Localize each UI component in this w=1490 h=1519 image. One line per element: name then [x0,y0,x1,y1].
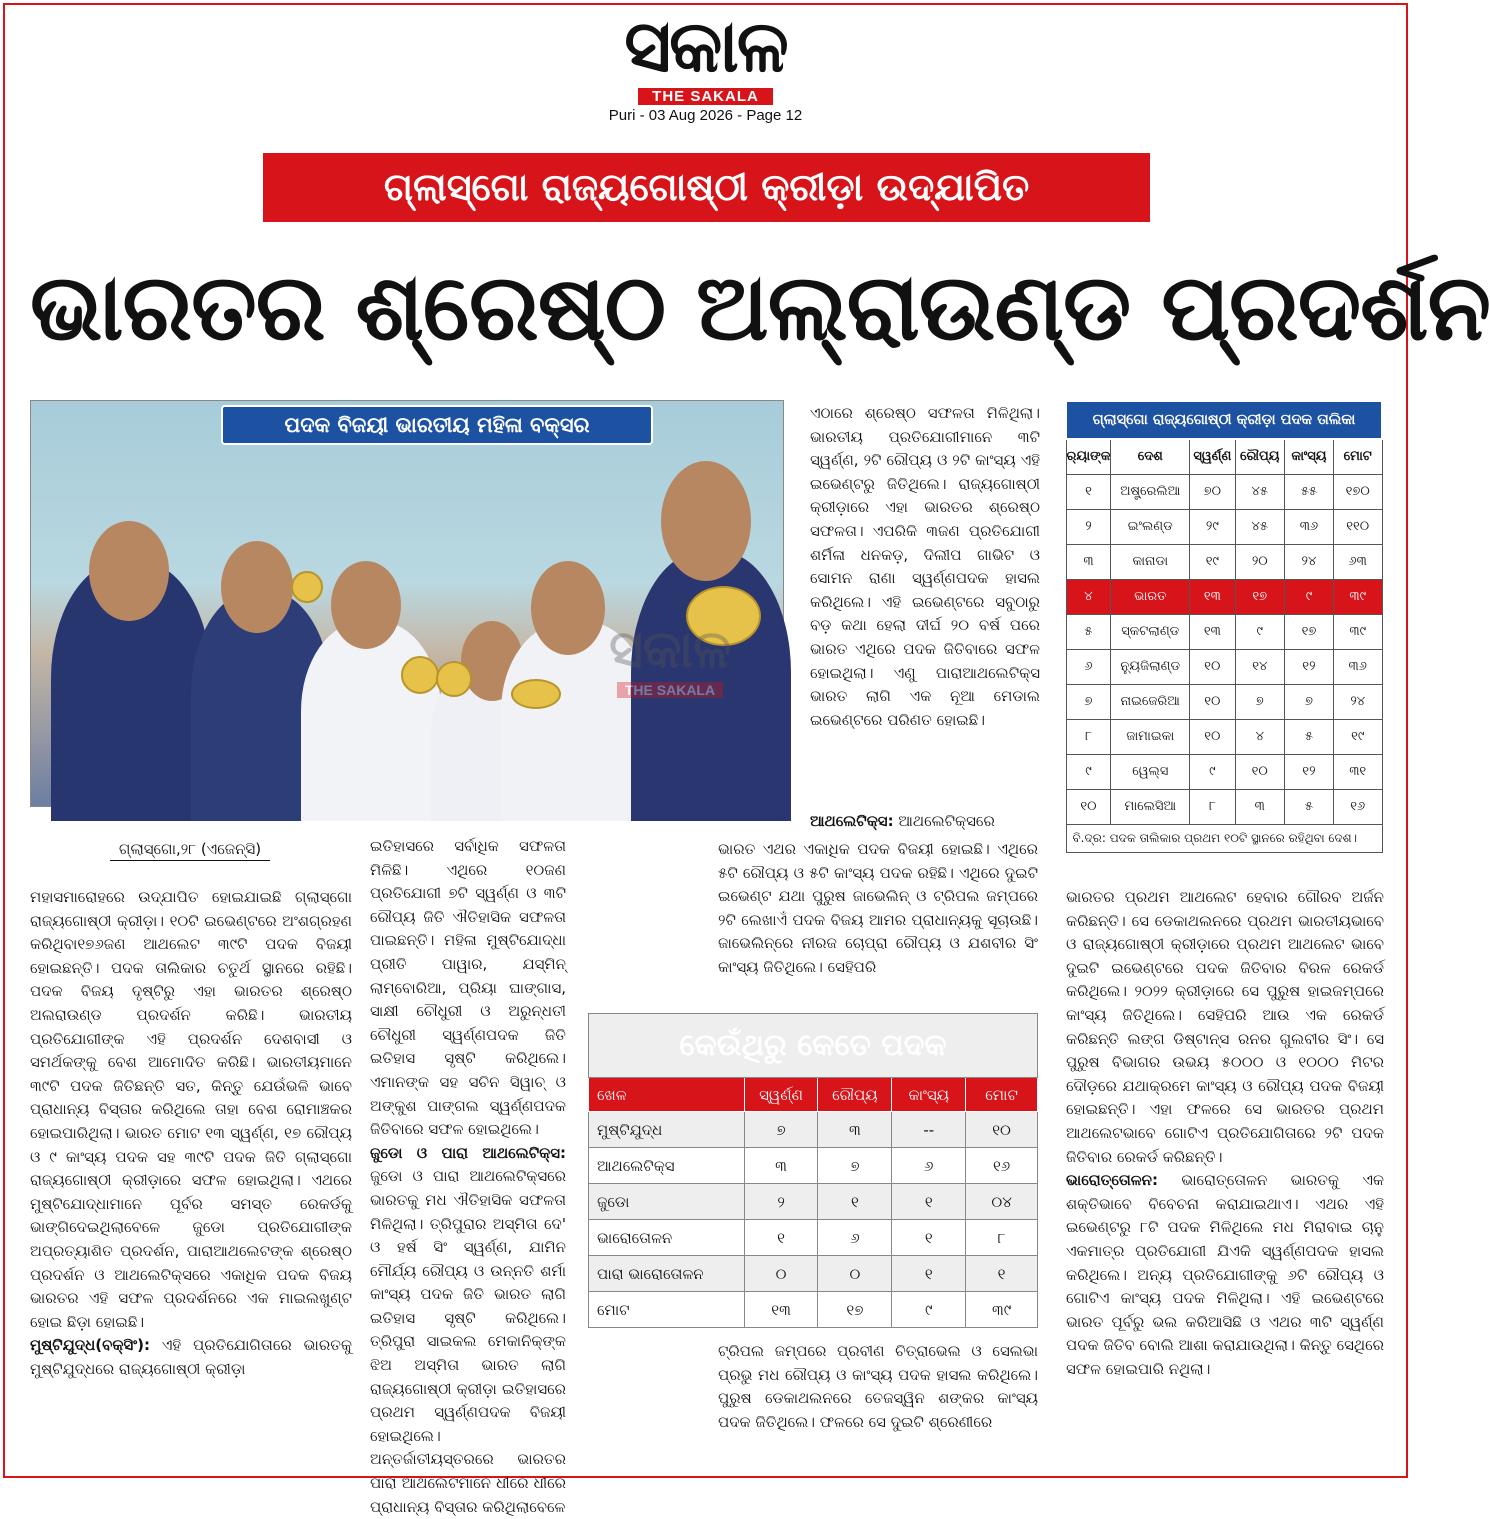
logo-subtitle: THE SAKALA [638,88,773,105]
medal-table-note: ବି.ଦ୍ର: ପଦକ ତାଲିକାର ପ୍ରଥମ ୧୦ଟି ସ୍ଥାନରେ ରହିଥିବା ଦେଶ। [1066,824,1382,852]
table-row: ଭାରୋତୋଳନ ୧ ୬ ୧ ୮ [589,1220,1038,1256]
medal-table-title: ଗ୍ଲାସ୍‌ଗୋ ରାଜ୍ୟଗୋଷ୍ଠୀ କ୍ରୀଡ଼ା ପଦକ ତାଲିକା [1066,401,1382,439]
issue-dateline: Puri - 03 Aug 2026 - Page 12 [608,107,803,124]
table-row-total: ମୋଟ ୧୩ ୧୭ ୯ ୩୯ [589,1292,1038,1328]
kicker-banner: ଗ୍ଲାସ୍‌ଗୋ ରାଜ୍ୟଗୋଷ୍ଠୀ କ୍ରୀଡ଼ା ଉଦ୍‌ଯାପିତ [263,153,1150,222]
article-column-4: ଭାରତର ପ୍ରଥମ ଆଥଲେଟ ହେବାର ଗୌରବ ଅର୍ଜନ କରିଛନ୍ତି। ସେ ଡେକାଥଲନରେ ପ୍ରଥମ ଭାରତୀୟଭାବେ ଓ ରାଜ୍ୟଗୋଷ୍ଠୀ କ୍ରୀଡ଼ାରେ ପ୍ରଥମ ଆଥଲେଟ ଭାବେ ଦୁଇଟି ଇଭେଣ୍ଟରେ ପଦକ ଜିତିବାର ବିରଳ ରେକର୍ଡ କରିଥିଲେ। ୨୦୨୨ କ୍ରୀଡ଼ାରେ ସେ ପୁରୁଷ ହାଇଜମ୍ପରେ କାଂସ୍ୟ ଜିତିଥିଲେ। ସେହିପରି ଆଉ ଏକ ରେକର୍ଡ କରିଛନ୍ତି ଲଙ୍ଗ ଡିଷ୍ଟାନ୍ସ ରନର ଗୁଲବୀର ସିଂ। ସେ ପୁରୁଷ ବିଭାଗର ଉଭୟ ୫୦୦୦ ଓ ୧୦୦୦ ମିଟର ଦୌଡ଼ରେ ଯଥାକ୍ରମେ କାଂସ୍ୟ ଓ ରୌପ୍ୟ ପଦକ ବିଜୟୀ ହୋଇଛନ୍ତି। ଏହା ଫଳରେ ସେ ଭାରତର ପ୍ରଥମ ଆଥଲେଟଭାବେ ଗୋଟିଏ ପ୍ରତିଯୋଗିତାରେ ୨ଟି ପଦକ ଜିତିବାର ରେକର୍ଡ କରିଛନ୍ତି। ଭାରୋତ୍ତୋଳନ: ଭାରୋତ୍ତୋଳନ ଭାରତକୁ ଏକ ଶକ୍ତିଭାବେ ବିବେଚନା କରାଯାଇଥାଏ। ଏଥର ଏହି ଇଭେଣ୍ଟରୁ ୮ଟି ପଦକ ମିଳିଥିଲେ ମଧ ମିରାବାଇ ଚାନୁ ଏକମାତ୍ର ପ୍ରତିଯୋଗୀ ଯିଏକି ସ୍ୱର୍ଣ୍ଣପଦକ ହାସଲ କରିଥିଲେ। ଅନ୍ୟ ପ୍ରତିଯୋଗୀଙ୍କୁ ୬ଟି ରୌପ୍ୟ ଓ ଗୋଟିଏ କାଂସ୍ୟ ପଦକ ମିଳିଥିଲା। ଏହି ଇଭେଣ୍ଟରେ ଭାରତ ପୂର୍ବରୁ ଭଲ କରିଆସିଛି ଓ ଏଥର ୩ଟି ସ୍ୱର୍ଣ୍ଣ ପଦକ ଜିତିବ ବୋଲି ଆଶା କରାଯାଉଥିଲା। କିନ୍ତୁ ସେଥିରେ ସଫଳ ହୋଇପାରି ନଥିଲା। [1066,888,1384,1378]
watermark: ସକାଳ THE SAKALA [609,620,731,698]
table-row: ୩ କାନାଡା ୧୯ ୨୦ ୨୪ ୬୩ [1066,544,1382,579]
article-column-3-middle: ଭାରତ ଏଥର ଏକାଧିକ ପଦକ ବିଜୟୀ ହୋଇଛି। ଏଥିରେ ୫ଟି ରୌପ୍ୟ ଓ ୫ଟି କାଂସ୍ୟ ପଦକ ରହିଛି। ଏଥିରେ ଦୁଇଟି ଇଭେଣ୍ଟ ଯଥା ପୁରୁଷ ଜାଭେଲିନ୍ ଓ ଟ୍ରିପଲ ଜମ୍ପରେ ୨ଟି ଲେଖାଏଁ ପଦକ ବିଜୟ ଆମର ପ୍ରାଧାନ୍ୟକୁ ସୂଚାଉଛି। ଜାଭେଲିନ୍‌ରେ ନୀରଜ ଚୋପ୍ରା ରୌପ୍ୟ ଓ ଯଶବୀର ସିଂ କାଂସ୍ୟ ଜିତିଥିଲେ। ସେହିପରି [718,840,1038,976]
medal-table-header: ର୍‍ୟାଙ୍କ ଦେଶ ସ୍ୱର୍ଣ୍ଣ ରୌପ୍ୟ କାଂସ୍ୟ ମୋଟ [1066,439,1382,474]
table-row: ମୁଷ୍ଟିଯୁଦ୍ଧ ୭ ୩ -- ୧୦ [589,1112,1038,1148]
article-column-3-subhead: ଆଥଲେଟିକ୍ସ: ଆଥଲେଟିକ୍ସରେ [810,812,995,830]
table-row: ୭ ନାଇଜେରିଆ ୧୦ ୭ ୭ ୨୪ [1066,684,1382,719]
table-row: ଆଥଲେଟିକ୍ସ ୩ ୭ ୬ ୧୬ [589,1148,1038,1184]
sport-medal-table [588,1013,1038,1328]
article-column-1: ମହାସମାରୋହରେ ଉଦ୍‌ଯାପିତ ହୋଇଯାଇଛି ଗ୍ଲାସ୍‌ଗୋ ରାଜ୍ୟଗୋଷ୍ଠୀ କ୍ରୀଡ଼ା। ୧୦ଟି ଇଭେଣ୍ଟରେ ଅଂଶଗ୍ରହଣ କରିଥିବା୧୭୬ଜଣ ଆଥଲେଟ ୩୯ଟି ପଦକ ବିଜୟୀ ହୋଇଛନ୍ତି। ପଦକ ତାଲିକାର ଚତୁର୍ଥ ସ୍ଥାନରେ ରହିଛି। ପଦକ ବିଜୟ ଦୃଷ୍ଟିରୁ ଏହା ଭାରତର ଶ୍ରେଷ୍ଠ ଅଲରାଉଣ୍ଡ ପ୍ରଦର୍ଶନ କରିଛି। ଭାରତୀୟ ପ୍ରତିଯୋଗୀଙ୍କ ଏହି ପ୍ରଦର୍ଶନ ଦେଶବାସୀ ଓ ସମର୍ଥକଙ୍କୁ ବେଶ ଆମୋଦିତ କରିଛି। ଭାରତୀୟମାନେ ୩୯ଟି ପଦକ ଜିତିଛନ୍ତି ସତ, କିନ୍ତୁ ଯେଉଁଭଳି ଭାବେ ପ୍ରାଧାନ୍ୟ ବିସ୍ତାର କରିଥିଲେ ତାହା ବେଶ ରୋମାଞ୍ଚକର ହୋଇପାରିଥିଲା। ଭାରତ ମୋଟ ୧୩ ସ୍ୱର୍ଣ୍ଣ, ୧୭ ରୌପ୍ୟ ଓ ୯ କାଂସ୍ୟ ପଦକ ସହ ୩୯ଟି ପଦକ ଜିତି ଗ୍ଲାସ୍‌ଗୋ ରାଜ୍ୟଗୋଷ୍ଠୀ କ୍ରୀଡ଼ାରେ ସଫଳ ହୋଇଥିଲା। ଏଥରେ ମୁଷ୍ଟିଯୋଦ୍ଧାମାନେ ପୂର୍ବର ସମସ୍ତ ରେକର୍ଡକୁ ଭାଙ୍ଗିଦେଇଥିଲାବେଳେ ଜୁଡୋ ପ୍ରତିଯୋଗୀଙ୍କ ଅପ୍ରତ୍ୟାଶିତ ପ୍ରଦର୍ଶନ, ପାରାଆଥଲେଟଙ୍କ ଶ୍ରେଷ୍ଠ ପ୍ରଦର୍ଶନ ଓ ଆଥଲେଟିକ୍ସରେ ଏକାଧିକ ପଦକ ବିଜୟ ଭାରତର ଏହି ସଫଳ ପ୍ରଦର୍ଶନରେ ଏକ ମାଇଲଖୁଣ୍ଟ ହୋଇ ଛିଡ଼ା ହୋଇଛି। ମୁଷ୍ଟିଯୁଦ୍ଧ(ବକ୍ସିଂ): ଏହି ପ୍ରତିଯୋଗିତାରେ ଭାରତକୁ ମୁଷ୍ଟିଯୁଦ୍ଧରେ ରାଜ୍ୟଗୋଷ୍ଠୀ କ୍ରୀଡ଼ା [30,888,352,1378]
table-row: ୨ ଇଂଲଣ୍ଡ ୨୯ ୪୫ ୩୬ ୧୧୦ [1066,509,1382,544]
sport-table-header: ଖେଳ ସ୍ୱର୍ଣ୍ଣ ରୌପ୍ୟ କାଂସ୍ୟ ମୋଟ [589,1078,1038,1112]
table-row: ୯ ୱେଲ୍ସ ୯ ୧୦ ୧୨ ୩୧ [1066,754,1382,789]
table-row-india-highlight: ୪ ଭାରତ ୧୩ ୧୭ ୯ ୩୯ [1066,579,1382,614]
table-row: ୬ ନ୍ୟୁଜିଲାଣ୍ଡ ୧୦ ୧୪ ୧୨ ୩୬ [1066,649,1382,684]
table-row: ଜୁଡୋ ୨ ୧ ୧ ୦୪ [589,1184,1038,1220]
table-row: ୧୦ ମାଲେସିଆ ୮ ୩ ୫ ୧୬ [1066,789,1382,824]
article-dateline: ଗ୍ଲାସ୍‌ଗୋ,୨୮ (ଏଜେନ୍ସି) [110,840,270,861]
newspaper-logo: ସକାଳ [624,4,787,88]
table-row: ୫ ସ୍କଟଲାଣ୍ଡ ୧୩ ୯ ୧୭ ୩୯ [1066,614,1382,649]
medal-table [1065,400,1383,853]
boxers-photo [30,400,784,807]
masthead [0,6,1411,124]
article-column-3-top: ଏଠାରେ ଶ୍ରେଷ୍ଠ ସଫଳତା ମିଳିଥିଲା। ଭାରତୀୟ ପ୍ରତିଯୋଗୀମାନେ ୩ଟି ସ୍ୱର୍ଣ୍ଣ, ୨ଟି ରୌପ୍ୟ ଓ ୨ଟି କାଂସ୍ୟ ଏହି ଇଭେଣ୍ଟରୁ ଜିତିଥିଲେ। ରାଜ୍ୟଗୋଷ୍ଠୀ କ୍ରୀଡ଼ାରେ ଏହା ଭାରତର ଶ୍ରେଷ୍ଠ ସଫଳତା। ଏପରିକି ୩ଜଣ ପ୍ରତିଯୋଗୀ ଶର୍ମିଳା ଧନକଡ଼, ଦିଲୀପ ଗାଭିଟ ଓ ସୋମନ ରାଣା ସ୍ୱର୍ଣ୍ଣପଦକ ହାସଲ କରିଥିଲେ। ଏହି ଇଭେଣ୍ଟରେ ସବୁଠାରୁ ବଡ଼ କଥା ହେଲା ଦୀର୍ଘ ୨୦ ବର୍ଷ ପରେ ଭାରତ ଏଥିରେ ପଦକ ଜିତିବାରେ ସଫଳ ହୋଇଥିଲା। ଏଣୁ ପାରାଆଥଲେଟିକ୍ସ ଭାରତ ଲାଗି ଏକ ନୂଆ ମେଡାଲ ଇଭେଣ୍ଟରେ ପରିଣତ ହୋଇଛି। [810,404,1040,729]
table-row: ପାରା ଭାରୋତୋଳନ ୦ ୦ ୧ ୧ [589,1256,1038,1292]
article-column-2: ଇତିହାସରେ ସର୍ବାଧିକ ସଫଳତା ମିଳିଛି। ଏଥିରେ ୧୦ଜଣ ପ୍ରତିଯୋଗୀ ୭ଟି ସ୍ୱର୍ଣ୍ଣ ଓ ୩ଟି ରୌପ୍ୟ ଜିତି ଐତିହାସିକ ସଫଳତା ପାଇଛନ୍ତି। ମହିଳା ମୁଷ୍ଟିଯୋଦ୍ଧା ପ୍ରୀତି ପାୱାର, ଯସ୍ମିନ୍ ଲାମ୍ବୋରିଆ, ପ୍ରିୟା ଘାଙ୍ଗାସ, ସାକ୍ଷୀ ଚୌଧୁରୀ ଓ ଅରୁନ୍ଧତୀ ଚୌଧୁରୀ ସ୍ୱର୍ଣ୍ଣପଦକ ଜିତି ଇତିହାସ ସୃଷ୍ଟି କରିଥିଲେ। ଏମାନଙ୍କ ସହ ସଚିନ ସିୱାଚ୍ ଓ ଅଙ୍କୁଶ ପାଙ୍ଗଲ ସ୍ୱର୍ଣ୍ଣପଦକ ଜିତିବାରେ ସଫଳ ହୋଇଥିଲେ। ଜୁଡୋ ଓ ପାରା ଆଥଲେଟିକ୍ସ: ଜୁଡୋ ଓ ପାରା ଆଥଲେଟିକ୍ସରେ ଭାରତକୁ ମଧ ଐତିହାସିକ ସଫଳତା ମିଳିଥିଲା। ତ୍ରିପୁରାର ଅସ୍ମିତା ଦେ' ଓ ହର୍ଷ ସିଂ ସ୍ୱର୍ଣ୍ଣ, ଯାମିନ ମୌର୍ଯ୍ୟ ରୌପ୍ୟ ଓ ଉନ୍ନତି ଶର୍ମା କାଂସ୍ୟ ପଦକ ଜିତି ଭାରତ ଲାଗି ଇତିହାସ ସୃଷ୍ଟି କରିଥିଲେ। ତ୍ରିପୁରା ସାଇକଲ ମେକାନିକ୍‌ଙ୍କ ଝିଅ ଅସ୍ମିତା ଭାରତ ଲାଗି ରାଜ୍ୟଗୋଷ୍ଠୀ କ୍ରୀଡ଼ା ଇତିହାସରେ ପ୍ରଥମ ସ୍ୱର୍ଣ୍ଣପଦକ ବିଜୟୀ ହୋଇଥିଲେ। ଅନ୍ତର୍ଜାତୀୟସ୍ତରରେ ଭାରତର ପାରା ଆଥଲେଟମାନେ ଧୀରେ ଧୀରେ ପ୍ରାଧାନ୍ୟ ବିସ୍ତାର କରିଥିଲାବେଳେ [370,837,566,1516]
table-row: ୧ ଅଷ୍ଟ୍ରେଲିଆ ୭୦ ୪୫ ୫୫ ୧୭୦ [1066,474,1382,509]
table-row: ୮ ଜାମାଇକା ୧୦ ୪ ୫ ୧୯ [1066,719,1382,754]
headline: ଭାରତର ଶ୍ରେଷ୍ଠ ଅଲ୍‌ରାଉଣ୍ଡ ପ୍ରଦର୍ଶନ [30,254,1490,361]
sport-table-title: କେଉଁଥିରୁ କେତେ ପଦକ [589,1014,1038,1078]
article-column-3-bottom: ଟ୍ରିପଲ ଜମ୍ପରେ ପ୍ରବୀଣ ଚିତ୍ରାଭେଲ ଓ ସେଲଭା ପ୍ରଭୁ ମଧ ରୌପ୍ୟ ଓ କାଂସ୍ୟ ପଦକ ହାସଲ କରିଥିଲେ। ପୁରୁଷ ଡେକାଥଲନରେ ତେଜସ୍ୱିନ ଶଙ୍କର କାଂସ୍ୟ ପଦକ ଜିତିଥିଲେ। ଫଳରେ ସେ ଦୁଇଟି ଶ୍ରେଣୀରେ [718,1342,1038,1431]
photo-caption-banner: ପଦକ ବିଜୟୀ ଭାରତୀୟ ମହିଳା ବକ୍ସର [221,405,653,445]
